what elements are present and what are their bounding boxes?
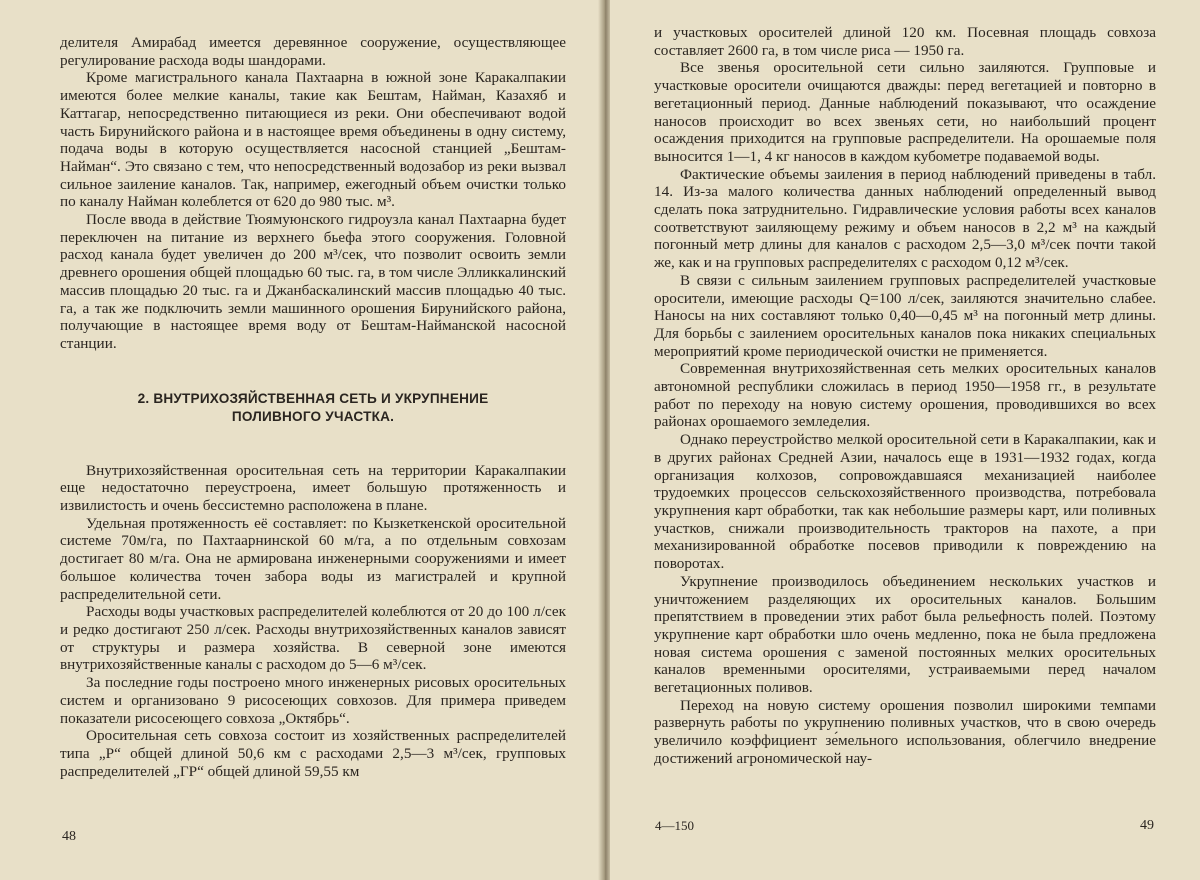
paragraph: Фактические объемы заиления в период наблюдений приведены в табл. 14. Из-за малого количества данных наблюдений определенный вывод сделать пока затруднительно. Гидравлические условия работы всех каналов соответствуют заиляющему режиму и объем наносов в 2,2 м³ на каждый погонный метр длины для каналов с расходом 2,5—3,0 м³/сек почти такой же, как и на групповых распределителях с расходом 0,12 м³/сек. — [654, 165, 1156, 272]
paragraph: Кроме магистрального канала Пахтаарна в южной зоне Каракалпакии имеются более мелкие каналы, такие как Бештам, Найман, Казахяб и Каттагар, непосредственно питающиеся из реки. Они обеспечивают водой часть Бирунийского района и в настоящее время объединены в одну систему, подача воды в которую осуществляется насосной станцией „Бештам-Найман“. Это связано с тем, что непосредственный водозабор из реки вызвал сильное заиление каналов. Так, например, ежегодный объем очистки только по каналу Найман колеблется от 620 до 980 тыс. м³. — [60, 69, 566, 211]
page-number: 48 — [62, 829, 76, 844]
paragraph: Однако переустройство мелкой оросительной сети в Каракалпакии, как и в других районах Средней Азии, началось еще в 1931—1932 годах, когда организация колхозов, сопровождавшаяся механизацией наиболее трудоемких процессов сельскохозяйственного производства, потребовала укрупнения карт обработки, так как небольшие размеры карт, или поливных участков, снижали производительность тракторов на пахоте, а при механизированной обработке посевов приводили к повреждению на поворотах. — [654, 431, 1156, 573]
left-page-text — [60, 34, 566, 780]
page-number: 49 — [1140, 818, 1154, 833]
paragraph: Внутрихозяйственная оросительная сеть на территории Каракалпакии еще недостаточно переустроена, имеет большую протяженность и извилистость и очень бессистемно расположена в плане. — [60, 461, 566, 515]
paragraph: В связи с сильным заилением групповых распределителей участковые оросители, имеющие расходы Q=100 л/сек, заиляются значительно слабее. Наносы на них составляют только 0,40—0,45 м³ на погонный метр длины. Для борьбы с заилением оросительных каналов пока никаких специальных мероприятий кроме периодической очистки не применяется. — [654, 271, 1156, 360]
paragraph: и участковых оросителей длиной 120 км. Посевная площадь совхоза составляет 2600 га, в том числе риса — 1950 га. — [654, 24, 1156, 59]
paragraph: Оросительная сеть совхоза состоит из хозяйственных распределителей типа „Р“ общей длиной 50,6 км с расходами 2,5—3 м³/сек, групповых распределителей „ГР“ общей длиной 59,55 км — [60, 727, 566, 780]
right-page-text — [654, 24, 1156, 768]
printer-signature: 4—150 — [655, 818, 694, 833]
paragraph: делителя Амирабад имеется деревянное сооружение, осуществляющее регулирование расхода воды шандорами. — [60, 34, 566, 69]
paragraph: Удельная протяженность её составляет: по Кызкеткенской оросительной системе 70м/га, по Пахтаарнинской 60 м/га, а по отдельным совхозам достигает 80 м/га. Она не армирована инженерными сооружениями и имеет большое количества точен забора воды из магистралей и крупной распределительной сети. — [60, 514, 566, 603]
right-page — [610, 0, 1200, 880]
paragraph: Переход на новую систему орошения позволил широкими темпами развернуть работы по укрупнению поливных участков, что в свою очередь увеличило коэффициент зе́мельного использования, облегчило внедрение достижений агрономической нау- — [654, 696, 1156, 767]
section-heading — [60, 390, 566, 426]
section-heading-line: ПОЛИВНОГО УЧАСТКА. — [231, 408, 395, 424]
paragraph: За последние годы построено много инженерных рисовых оросительных систем и организовано 9 рисосеющих совхозов. Для примера приведем показатели рисосеющего совхоза „Октябрь“. — [60, 674, 566, 727]
paragraph: Укрупнение производилось объединением нескольких участков и уничтожением разделяющих их оросительных каналов. Большим препятствием в проведении этих работ была рельефность полей. Поэтому укрупнение карт обработки шло очень медленно, пока не была предложена новая система орошения с заменой постоянных мелких оросительных каналов временными оросителями, устраиваемыми перед началом вегетационных поливов. — [654, 572, 1156, 697]
paragraph: Расходы воды участковых распределителей колеблются от 20 до 100 л/сек и редко достигают 250 л/сек. Расходы внутрихозяйственных каналов зависят от структуры и размера хозяйства. В северной зоне имеются внутрихозяйственные каналы с расходом до 5—6 м³/сек. — [60, 603, 566, 674]
paragraph: После ввода в действие Тюямуюнского гидроузла канал Пахтаарна будет переключен на питание из верхнего бьефа этого сооружения. Головной расход канала будет увеличен до 200 м³/сек, что позволит освоить земли древнего орошения общей площадью 60 тыс. га, в том числе Элликкалинский массив площадью 20 тыс. га и Джанбаскалинский массив площадью 40 тыс. га, а так же подключить земли машинного орошения Бирунийского района, получающие в настоящее время воду от Бештам-Наймaнской насосной станции. — [60, 211, 566, 352]
section-heading-line: 2. ВНУТРИХОЗЯЙСТВЕННАЯ СЕТЬ И УКРУПНЕНИЕ — [137, 390, 489, 406]
paragraph: Современная внутрихозяйственная сеть мелких оросительных каналов автономной республики сложилась в период 1950—1958 гг., в результате работ по переходу на новую систему орошения, проводившихся во всех районах орошаемого земледелия. — [654, 360, 1156, 431]
paragraph: Все звенья оросительной сети сильно заиляются. Групповые и участковые оросители очищаются дважды: перед вегетацией и повторно в вегетационный период. Данные наблюдений показывают, что осаждение наносов происходит во всех звеньях сети, но наибольший процент осаждения приходится на групповые распределители. На орошаемые поля выносится 1—1, 4 кг наносов в каждом кубометре подаваемой воды. — [654, 59, 1156, 165]
